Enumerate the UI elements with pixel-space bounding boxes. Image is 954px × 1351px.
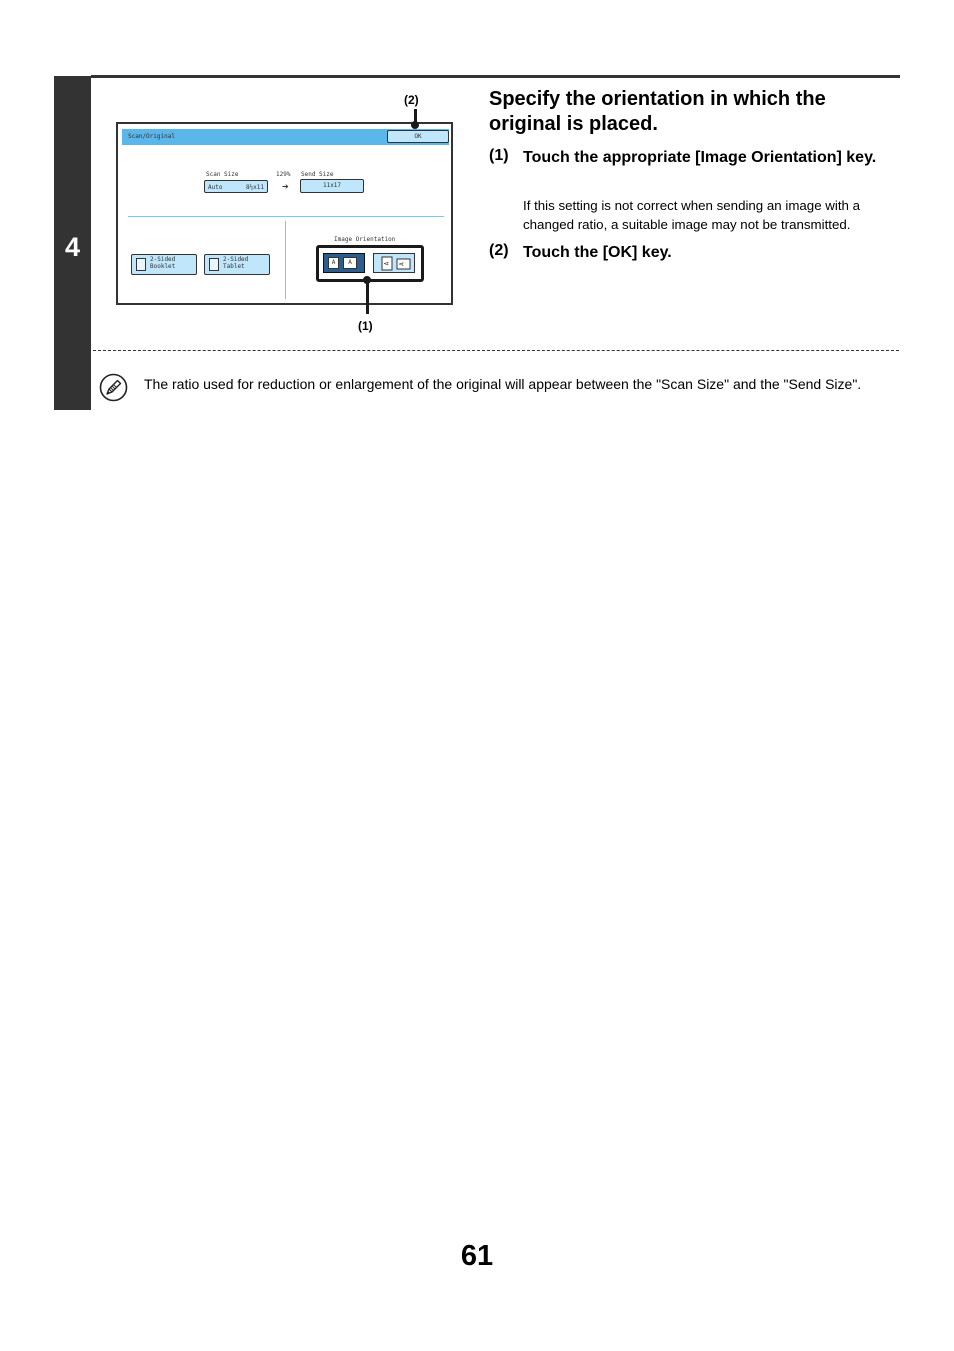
orientation-glyph: A: [328, 257, 339, 269]
arrow-right-icon: ➔: [282, 182, 289, 191]
tablet-line-2: Tablet: [223, 263, 245, 270]
screen-header: [122, 129, 449, 145]
ok-button[interactable]: OK: [387, 130, 449, 143]
send-size-label: Send Size: [301, 171, 334, 178]
step-number: 4: [64, 232, 81, 262]
send-size-button[interactable]: 11x17: [300, 179, 364, 193]
substep-2-number: (2): [489, 242, 509, 259]
callout-1-label: (1): [358, 319, 373, 333]
divider-horizontal: [128, 216, 444, 217]
orientation-upright-button[interactable]: [323, 253, 365, 273]
note-text: The ratio used for reduction or enlargement of the original will appear between the "Scan Size" and the "Send Size".: [144, 376, 862, 392]
booklet-text: [150, 256, 175, 270]
ratio-label: 129%: [276, 171, 291, 178]
substep-2-text: Touch the [OK] key.: [523, 244, 672, 261]
screen-title: Scan/Original: [128, 133, 175, 140]
callout-1-dot: [363, 276, 371, 284]
tablet-text: [223, 256, 248, 270]
scan-size-button[interactable]: [204, 180, 268, 193]
top-rule: [91, 75, 900, 78]
booklet-icon: [136, 258, 146, 271]
scan-size-value: 8½x11: [245, 184, 264, 191]
booklet-line-2: Booklet: [150, 263, 176, 270]
substep-1-description: If this setting is not correct when sending an image with a changed ratio, a suitable image may not be transmitted.: [523, 198, 861, 232]
orientation-glyph: A: [397, 259, 411, 270]
divider-vertical: [285, 221, 286, 299]
dashed-divider: [93, 350, 899, 351]
pencil-note-icon: [99, 373, 128, 402]
callout-1-line: [366, 282, 369, 314]
scan-size-mode: Auto: [208, 184, 223, 191]
orientation-sideways-button[interactable]: [373, 253, 415, 273]
image-orientation-label: Image Orientation: [334, 236, 396, 243]
step-heading: Specify the orientation in which the original is placed.: [489, 88, 826, 135]
booklet-line-1: 2-Sided: [150, 256, 176, 263]
two-sided-tablet-button[interactable]: [204, 254, 270, 275]
substep-1-text: Touch the appropriate [Image Orientation] key.: [523, 149, 877, 166]
callout-2-dot: [411, 121, 419, 129]
two-sided-booklet-button[interactable]: [131, 254, 197, 275]
tablet-line-1: 2-Sided: [223, 256, 249, 263]
scan-size-label: Scan Size: [206, 171, 239, 178]
page-number: 61: [460, 1240, 494, 1272]
tablet-icon: [209, 258, 219, 271]
orientation-glyph: A: [343, 257, 357, 269]
substep-1-number: (1): [489, 147, 509, 164]
callout-2-label: (2): [404, 93, 419, 107]
orientation-glyph: A: [382, 257, 393, 271]
control-panel-screen: [116, 122, 453, 305]
